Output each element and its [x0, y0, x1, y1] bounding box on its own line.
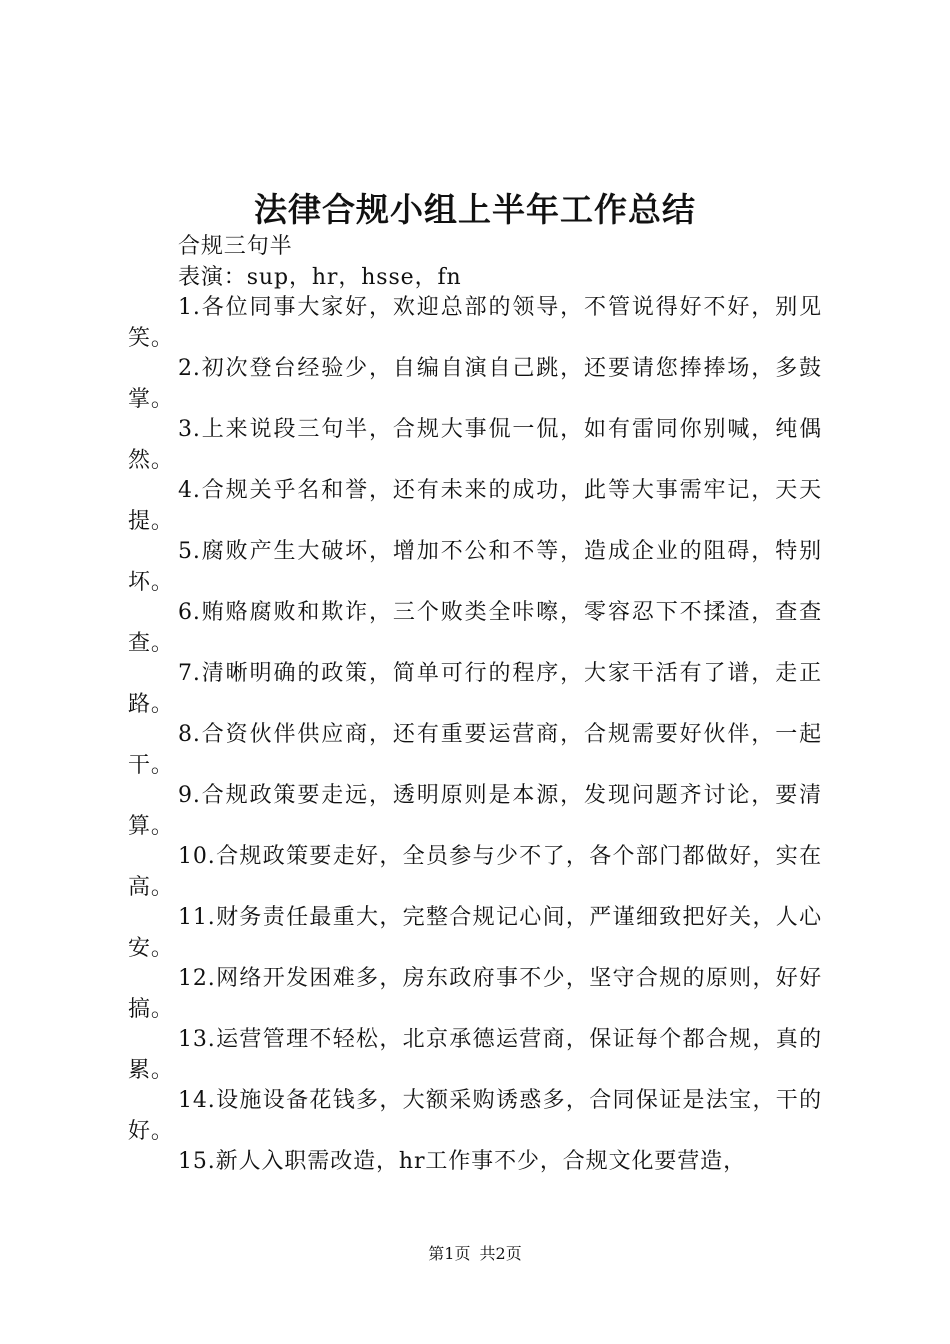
paragraph-subtitle: 合规三句半 [178, 234, 293, 259]
paragraph-item: 7.清晰明确的政策，简单可行的程序，大家干活有了谱，走正路。 [128, 661, 822, 717]
page-number: 第1页 [428, 1244, 471, 1263]
paragraph-item: 9.合规政策要走远，透明原则是本源，发现问题齐讨论，要清算。 [128, 783, 822, 839]
paragraph-performers: 表演：sup，hr，hsse，fn [178, 264, 462, 290]
paragraph-item: 6.贿赂腐败和欺诈，三个败类全咔嚓，零容忍下不揉渣，查查查。 [128, 600, 822, 656]
document-body [128, 232, 822, 1178]
page-footer [0, 1242, 950, 1266]
paragraph-item: 11.财务责任最重大，完整合规记心间，严谨细致把好关，人心安。 [128, 905, 822, 961]
paragraph-item: 2.初次登台经验少，自编自演自己跳，还要请您捧捧场，多鼓掌。 [128, 356, 822, 412]
page-total: 共2页 [479, 1244, 522, 1263]
paragraph-item: 10.合规政策要走好，全员参与少不了，各个部门都做好，实在高。 [128, 844, 822, 900]
paragraph-item: 3.上来说段三句半，合规大事侃一侃，如有雷同你别喊，纯偶然。 [128, 417, 822, 473]
paragraph-item: 8.合资伙伴供应商，还有重要运营商，合规需要好伙伴，一起干。 [128, 722, 822, 778]
paragraph-item: 1.各位同事大家好，欢迎总部的领导，不管说得好不好，别见笑。 [128, 295, 822, 351]
paragraph-item: 5.腐败产生大破坏，增加不公和不等，造成企业的阻碍，特别坏。 [128, 539, 822, 595]
paragraph-item: 14.设施设备花钱多，大额采购诱惑多，合同保证是法宝，干的好。 [128, 1088, 822, 1144]
paragraph-item: 4.合规关乎名和誉，还有未来的成功，此等大事需牢记，天天提。 [128, 478, 822, 534]
paragraph-item: 12.网络开发困难多，房东政府事不少，坚守合规的原则，好好搞。 [128, 966, 822, 1022]
document-title: 法律合规小组上半年工作总结 [254, 190, 696, 229]
paragraph-item: 15.新人入职需改造，hr工作事不少，合规文化要营造， [178, 1149, 746, 1174]
paragraph-item: 13.运营管理不轻松，北京承德运营商，保证每个都合规，真的累。 [128, 1027, 822, 1083]
